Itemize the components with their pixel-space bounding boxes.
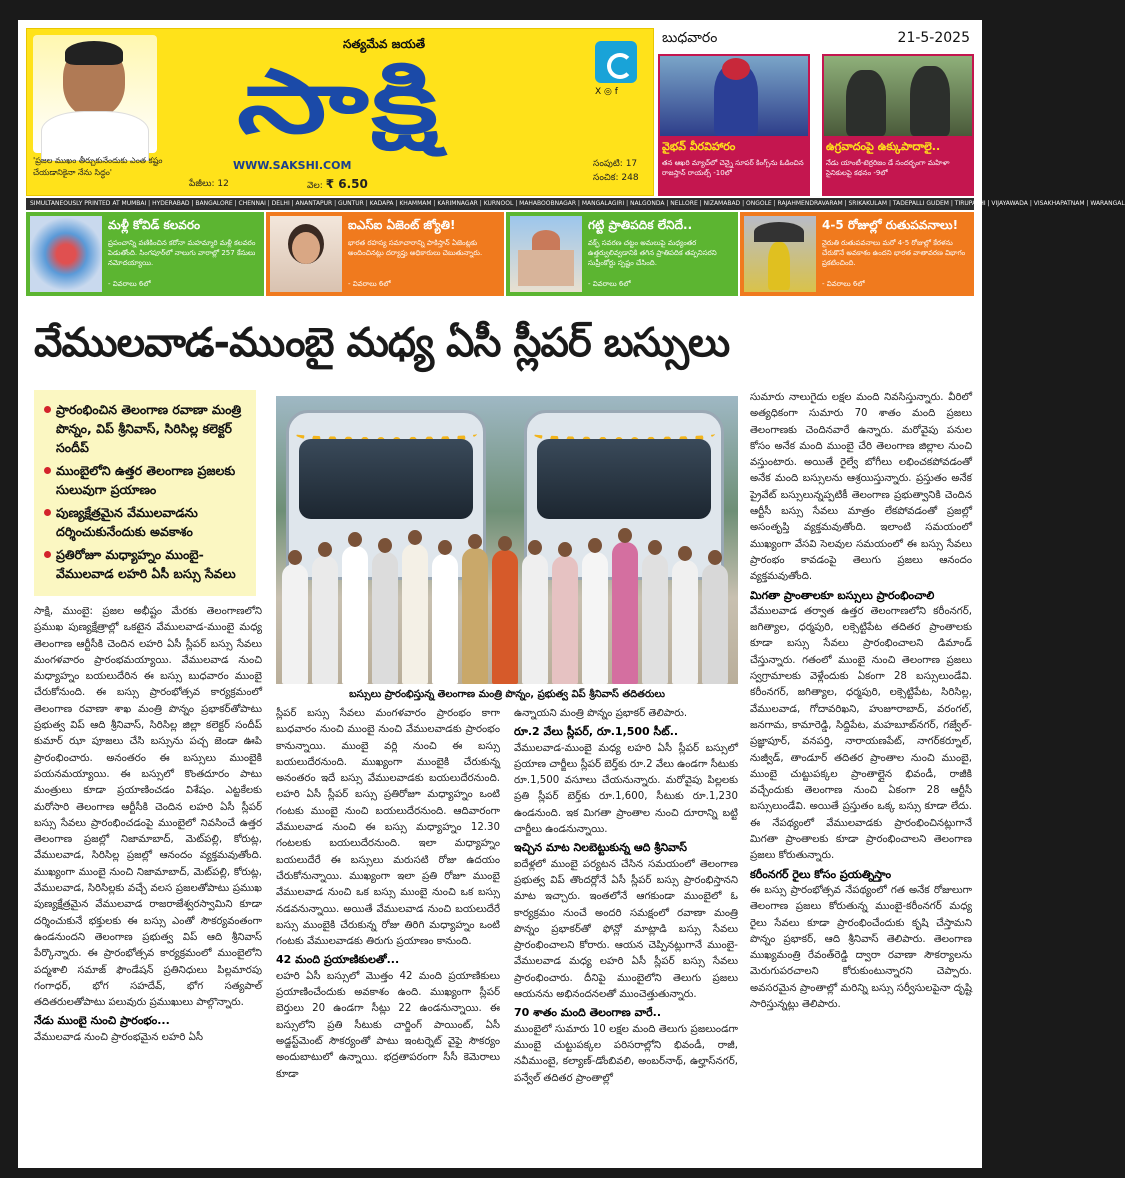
print-cities-strip: SIMULTANEOUSLY PRINTED AT MUMBAI | HYDERABAD | BANGALORE | CHENNAI | DELHI | ANANTAPUR | GUNTUR | KADAPA | KHAMMAM | KARIMNAGAR | KURNOOL | MAHABOOBNAGAR | MANGALAGIRI | NALGONDA | NELLORE | NIZAMABAD | ONGOLE | RAJAHMENDRAVARAM | SRIKAKULAM | TADEPALLI GUDEM | TIRUPATHI | VIJAYAWADA | VISAKHAPATNAM | WARANGAL: [26, 198, 974, 210]
paragraph: లహరి ఏసీ బస్సులో మొత్తం 42 మంది ప్రయాణికులు ప్రయాణించేందుకు అవకాశం ఉంది. ముఖ్యంగా స్లీపర్ బెర్తులు 20 ఉండగా సీట్లు 22 ఉండనున్నాయి. ఈ బస్సులోని ప్రతి సీటుకు చార్జింగ్ పాయింట్, ఏసీ అడ్జస్ట్‌మెంట్ సౌకర్యంతో పాటు ఇంటర్నెట్ వైఫై సౌకర్యం అందుబాటులో ఉన్నాయి. భద్రతాపరంగా సీసీ కెమెరాలు కూడా: [276, 970, 500, 1080]
masthead: [26, 28, 1125, 296]
person-figure: [402, 544, 428, 684]
person-figure: [672, 560, 698, 684]
crowd-of-officials: [276, 514, 738, 684]
portrait-shirt: [41, 111, 149, 161]
photo-caption: బస్సులు ప్రారంభిస్తున్న తెలంగాణ మంత్రి పొన్నం, ప్రభుత్వ విప్ శ్రీనివాస్ తదితరులు: [349, 689, 665, 700]
ribbon-more[interactable]: - వివరాలు 6లో: [822, 280, 865, 288]
person-figure: [432, 554, 458, 684]
helmet-icon: [722, 58, 750, 80]
teaser-text: తన ఆఖరి మ్యాచ్‌లో చెన్నై సూపర్ కింగ్స్‌ను ఓడించిన రాజస్తాన్ రాయల్స్ -10లో: [662, 159, 804, 177]
article-headline: వేములవాడ-ముంబై మధ్య ఏసీ స్లీపర్ బస్సులు: [34, 320, 730, 366]
woman-portrait: [270, 216, 342, 292]
ribbon-teaser-covid[interactable]: [26, 212, 264, 296]
subheading: కరీంనగర్ రైలు కోసం ప్రయత్నిస్తాం: [750, 867, 892, 881]
teaser-headline: ఉగ్రవాదంపై ఉక్కుపాదాలై..: [826, 140, 941, 153]
leader-quote: 'ప్రజల ముఖం తీర్చుకునేందుకు ఎంత కష్టం చేయడానికైనా నేను సిద్ధం': [33, 156, 163, 177]
portrait-hair: [65, 41, 123, 65]
weekday: బుధవారం: [662, 30, 718, 46]
paragraph: సాక్షి, ముంబై: ప్రజల అభీష్టం మేరకు తెలంగాణలోని ప్రముఖ పుణ్యక్షేత్రాల్లో ఒకటైన వేములవాడ-ముంబై మధ్య తెలంగాణ ఆర్టీసీకి చెందిన లహరి ఏసీ స్లీపర్ బస్సు సేవలు మంగళవారం ప్రారంభమయ్యాయి. వేములవాడ నుంచి మధ్యాహ్నం బయలుదేరిన ఈ బస్సు బుధవారం ముంబై చేరుకోనుంది. ఈ బస్సు ప్రారంభోత్సవ కార్యక్రమంలో తెలంగాణ రవాణా శాఖ మంత్రి పొన్నం ప్రభాకర్‌తోపాటు ప్రభుత్వ విప్ ఆది శ్రీనివాస్, సిరిసిల్ల జిల్లా కలెక్టర్ సందీప్ కుమార్ ఝా పూజలు చేసి బస్సును పచ్చ జెండా ఊపి ప్రారంభించారు. అనంతరం ఈ బస్సులు ముంబైకి పయనమయ్యాయి. ఈ బస్సులో కొంతదూరం పాటు మంత్రులు కూడా ప్రయాణించడం విశేషం. ఎట్టకేలకు మరోసారి తెలంగాణ ఆర్టీసీకి చెందిన లహరి ఏసీ స్లీపర్ బస్సు సేవలు ప్రారంభించడంపై ముంబైలో నివసించే ఉత్తర తెలంగాణ ప్రజల్లో నిజామాబాద్, మెట్‌పల్లి, కోరుట్ల, వేములవాడ, సిరిసిల్ల ప్రజల్లో ఆనందం వ్యక్తమవుతోంది. ముఖ్యంగా ముంబై నుంచి నిజామాబాద్, మెట్‌పల్లి, కోరుట్ల, వేములవాడ, సిరిసిల్లకు వచ్చే వలస ప్రజలతోపాటు ప్రముఖ పుణ్యక్షేత్రమైన వేములవాడ రాజరాజేశ్వరస్వామిని కూడా దర్శించుకునే భక్తులకు ఈ బస్సు ఎంతో సౌకర్యవంతంగా ఉండనుందని తెలంగాణ ప్రభుత్వ విప్ ఆది శ్రీనివాస్ పేర్కొన్నారు. ఈ ప్రారంభోత్సవ కార్యక్రమంలో ముంబైలోని పద్మశాలి సమాజ్ ఫౌండేషన్ ప్రతినిధులు పిల్లమారపు గంగాధర్, భోగ సహదేవ్, భోగ సత్యపాల్ తదితరులతోపాటు పలువురు ప్రముఖులు పాల్గొన్నారు.: [34, 606, 262, 1009]
paragraph: సుమారు నాలుగైదు లక్షల మంది నివసిస్తున్నారు. వీరిలో అత్యధికంగా సుమారు 70 శాతం మంది ప్రజలు తెలంగాణకు చెందినవారే ఉన్నారు. మరోవైపు పనుల కోసం అనేక మంది ముంబై చేరి తెలంగాణ జిల్లాల నుంచి వస్తుంటారు. అయితే రైల్వే బోగీలు లభించకపోవడంతో అనేక మంది బస్సులను ఆశ్రయిస్తున్నారు. ప్రస్తుతం అనేక ప్రైవేట్ బస్సులున్నప్పటికీ తెలంగాణ ప్రభుత్వానికి చెందిన ఆర్టీసీ బస్సు సేవలు మాత్రం లేకపోవడంతో ప్రజల్లో అసంతృప్తి వ్యక్తమవుతోంది. ఇలాంటి సమయంలో ముఖ్యంగా వేసవి సెలవుల సమయంలో ఈ బస్సు సేవలు ప్రారంభం కావడంపై తెలుగు ప్రజలు ఆనందం వ్యక్తమవుతోంది.: [750, 392, 972, 583]
bus-launch-photo: [276, 396, 738, 684]
top-teaser-antiterror[interactable]: [822, 54, 974, 196]
subheading: నేడు ముంబై నుంచి ప్రారంభం...: [34, 1014, 170, 1028]
person-figure: [312, 556, 338, 684]
ribbon-text: వక్ఫ్ సవరణ చట్టం అమలుపై మధ్యంతర ఉత్తర్వులివ్వడానికి తగిన ప్రాతిపదిక తప్పనిసరని సుప్రీంకోర్టు స్పష్టం చేసింది.: [588, 239, 717, 267]
teaser-text: నేడు యాంటీ-టెర్రరిజం డే సందర్భంగా మహిళా సైనికులపై కథనం -9లో: [826, 159, 950, 177]
highlight-item: పుణ్యక్షేత్రమైన వేములవాడను దర్శించుకునేందుకు అవకాశం: [44, 503, 250, 541]
teaser-headline: వైభవ్ వీరవిహారం: [662, 140, 736, 153]
ribbon-headline: ఐఎస్ఐ ఏజెంట్ జ్యోతి!: [348, 218, 456, 232]
article-column-2: [276, 706, 500, 1164]
ribbon-headline: మళ్లీ కోవిడ్ కలవరం: [108, 218, 201, 232]
person-figure: [582, 552, 608, 684]
article-highlights: [34, 390, 256, 596]
subheading: ఇచ్చిన మాట నిలబెట్టుకున్న ఆది శ్రీనివాస్: [514, 841, 687, 855]
newspaper-page: [18, 20, 1125, 1168]
subheading: 42 మంది ప్రయాణికులతో...: [276, 953, 400, 967]
person-figure: [552, 556, 578, 684]
cricket-photo: [660, 56, 808, 136]
ribbon-text: నైరుతి రుతుపవనాలు మరో 4-5 రోజుల్లో కేరళను చేరుకొనే అవకాశం ఉందని భారత వాతావరణ విభాగం ప్రకటించింది.: [822, 239, 966, 267]
page-count: పేజీలు: 12: [189, 179, 229, 189]
paragraph: వేములవాడ తర్వాత ఉత్తర తెలంగాణలోని కరీంనగర్, జగిత్యాల, ధర్మపురి, లక్సెట్టిపేట తదితర ప్రాంతాలకు కూడా బస్సు సేవలు ప్రారంభించాలని డిమాండ్ చేస్తున్నారు. గతంలో ముంబై నుంచి తెలంగాణ ప్రజలు స్వగ్రామాలకు వెళ్లేందుకు ఏకంగా 28 బస్సులుండేవి. కరీంనగర్, జగిత్యాల, ధర్మపురి, లక్సెట్టిపేట, సిరిసిల్ల, వేములవాడ, గోదావరిఖని, హుజూరాబాద్, వరంగల్, జనగామ, కామారెడ్డి, సిద్దిపేట, మహబూబ్‌నగర్, గజ్వేల్-ప్రజ్ఞాపూర్, వనపర్తి, నారాయణపేట్, నాగర్‌కర్నూల్, నుజ్వీడ్, తాండూర్ తదితర ప్రాంతాల నుంచి ముంబై, ముంబై చుట్టుపక్కల ప్రాంతాల్లైన భివండీ, రాజీకి వచ్చేందుకు తెలంగాణ నుంచి ఏకంగా 28 ఆర్టీసీ బస్సులుండేవి. అయితే ప్రస్తుతం ఒక్క బస్సు కూడా లేదు. ఈ నేపథ్యంలో వేములవాడకు ప్రారంభించినట్లుగానే మిగతా ప్రాంతాలకు కూడా ప్రారంభించాలని తెలంగాణ ప్రజలు కోరుతున్నారు.: [750, 605, 972, 862]
motto: సత్యమేవ జయతే: [343, 37, 426, 51]
social-icons[interactable]: X ◎ f: [595, 87, 618, 97]
person-figure: [372, 552, 398, 684]
highlight-item: ప్రారంభించిన తెలంగాణ రవాణా మంత్రి పొన్నం, విప్ శ్రీనివాస్, సిరిసిల్ల కలెక్టర్ సందీప్: [44, 400, 250, 457]
volume-info: [593, 157, 639, 185]
top-teaser-sports[interactable]: [658, 54, 810, 196]
person-figure: [612, 542, 638, 684]
issue: సంచిక: 248: [593, 173, 639, 183]
paragraph: ముంబైలో సుమారు 10 లక్షల మంది తెలుగు ప్రజలుండగా ముంబై చుట్టుపక్కల పరిసరాల్లోని భివండీ, రాజీ, నవీముంబై, కల్యాణ్-డోంబివలి, అంబర్‌నాథ్, ఉల్హాస్‌నగర్, పన్వేల్ తదితర ప్రాంతాల్లో: [514, 1023, 738, 1084]
soldiers-photo: [824, 56, 972, 136]
person-figure: [342, 546, 368, 684]
soldier-figure: [910, 66, 950, 136]
ribbon-more[interactable]: - వివరాలు 6లో: [348, 280, 391, 288]
subheading: రూ.2 వేలు స్లీపర్, రూ.1,500 సీట్..: [514, 725, 679, 739]
face-shape: [292, 232, 320, 264]
court-building-image: [510, 216, 582, 292]
bus-windshield: [299, 439, 473, 519]
ribbon-teaser-court[interactable]: [506, 212, 738, 296]
ribbon-text: ప్రపంచాన్ని వణికించిన కరోనా మహమ్మారి మళ్లీ కలవరం పెడుతోంది. సింగపూర్‌లో నాలుగు వారాల్లో 257 కేసులు నమోదయ్యాయి.: [108, 239, 256, 267]
main-article: [18, 308, 982, 1168]
price-value: ₹ 6.50: [325, 177, 368, 191]
price-label: వెల:: [307, 181, 323, 191]
subheading: 70 శాతం మంది తెలంగాణ వారే..: [514, 1006, 662, 1020]
person-figure: [462, 548, 488, 684]
ribbon-more[interactable]: - వివరాలు 6లో: [588, 280, 631, 288]
umbrella-icon: [754, 222, 804, 242]
highlight-item: ప్రతిరోజూ మధ్యాహ్నం ముంబై-వేములవాడ లహరి ఏసీ బస్సు సేవలు: [44, 545, 250, 583]
ribbon-headline: 4-5 రోజుల్లో రుతుపవనాలు!: [822, 218, 959, 232]
paragraph: స్లీపర్ బస్సు సేవలు మంగళవారం ప్రారంభం కాగా బుధవారం నుంచి ముంబై నుంచి వేములవాడకు ప్రారంభం కానున్నాయి. ముంబై వర్లి నుంచి ఈ బస్సు బయలుదేరనుంది. ముఖ్యంగా ముంబైకి చేరుకున్న అనంతరం ఇదే బస్సు వేములవాడకు బయలుదేరనుంది. లహరి ఏసీ స్లీపర్ బస్సు ప్రతిరోజూ మధ్యాహ్నం ఒంటి గంటకు ముంబై నుంచి బయలుదేరనుంది. ఆదివారంగా వేములవాడ నుంచి ఈ బస్సు మధ్యాహ్నం 12.30 గంటలకు బయలుదేరనుంది. ఇలా మధ్యాహ్నం బయలుదేరే ఈ బస్సులు మరుసటి రోజు ఉదయం చేరుకోనున్నాయి. ముఖ్యంగా ఇలా ప్రతి రోజూ ముంబై వేములవాడ నుంచి ఒక బస్సు ముంబై నుంచి ఒక బస్సు నడవనున్నాయి. అయితే వేములవాడ నుంచి బయలుదేరే బస్సు ముంబైకి చేరుకున్న రోజు తిరిగి మధ్యాహ్నం ఒంటి గంటకు వేములవాడకు తిరుగు ప్రయాణం కానుంది.: [276, 708, 500, 948]
paragraph: ఉన్నాయని మంత్రి పొన్నం ప్రభాకర్ తెలిపారు.: [514, 708, 688, 719]
paragraph: వేములవాడ-ముంబై మధ్య లహరి ఏసీ స్లీపర్ బస్సులో ప్రయాణ చార్జీలు స్లీపర్ బెర్త్‌కు రూ.2 వేలు ఉండగా సీటుకు రూ.1,500 వసూలు చేయనున్నారు. మరోవైపు పిల్లలకు ప్రతి స్లీపర్ బెర్త్‌కు రూ.1,600, సీటుకు రూ.1,230 ఉండనుంది. ఇక మిగతా ప్రాంతాల నుంచి దూరాన్ని బట్టి చార్జీలు ఉండనున్నాయి.: [514, 742, 738, 836]
paragraph: వేములవాడ నుంచి ప్రారంభమైన లహరి ఏసీ: [34, 1031, 204, 1043]
date: 21-5-2025: [897, 30, 970, 46]
raincoat-figure: [768, 242, 790, 290]
masthead-banner: [26, 28, 654, 196]
sakshi-logo: సాక్షి: [237, 49, 441, 153]
rain-image: [744, 216, 816, 292]
subheading: మిగతా ప్రాంతాలకూ బస్సులు ప్రారంభించాలి: [750, 588, 935, 602]
building-shape: [518, 250, 574, 286]
paragraph: ఈ బస్సు ప్రారంభోత్సవ నేపథ్యంలో గత అనేక రోజులుగా తెలంగాణ ప్రజలు కోరుతున్న ముంబై-కరీంనగర్ మధ్య రైలు సేవలు కూడా ప్రారంభించేందుకు కృషి చేస్తామని పొన్నం ప్రభాకర్, ఆది శ్రీనివాస్ తెలిపారు. తెలంగాణ ముఖ్యమంత్రి రేవంత్‌రెడ్డి ద్వారా రవాణా సౌకర్యాలను మెరుగుపరచాలని కోరుకుంటున్నారని చెప్పారు. అవసరమైన ప్రాంతాల్లో మరిన్ని బస్సు సర్వీసులపైనా దృష్టి సారిస్తున్నట్లు తెలిపారు.: [750, 884, 972, 1010]
website-url[interactable]: WWW.SAKSHI.COM: [233, 159, 352, 172]
person-figure: [642, 554, 668, 684]
ribbon-text: భారత రహస్య సమాచారాన్ని పాకిస్తాన్ ఏజెంట్లకు అందించినట్లు దర్యాప్తు అధికారులు చెబుతున్నారు.: [348, 239, 483, 257]
virus-image: [30, 216, 102, 292]
paragraph: ఐదేళ్లలో ముంబై పర్యటన చేసిన సమయంలో తెలంగాణ ప్రభుత్వ విప్ తొందర్లోనే ఏసీ స్లీపర్ బస్సు ప్రారంభిస్తానని మాట ఇచ్చారు. ఇంతలోనే ఆగకుండా ముంబైలో ఓ కార్యక్రమం నుంచే అందరి సమక్షంలో రవాణా మంత్రి పొన్నం ప్రభాకర్‌తో ఫోన్లో మాట్లాడి బస్సు సేవలు ప్రారంభించాలని కోరారు. ఆయన చెప్పినట్లుగానే ముంబై-వేములవాడ మధ్య లహరి ఏసీ స్లీపర్ బస్సు సేవలు ప్రారంభించారు. దీనిపై ముంబైలోని తెలుగు ప్రజలు ఆయనను అభినందనలతో ముంచెత్తుతున్నారు.: [514, 858, 738, 1001]
ribbon-headline: గట్టి ప్రాతిపదిక లేనిదే..: [588, 218, 693, 232]
highlight-item: ముంబైలోని ఉత్తర తెలంగాణ ప్రజలకు సులువుగా ప్రయాణం: [44, 461, 250, 499]
article-column-3: [514, 706, 738, 1164]
dome-shape: [532, 230, 560, 250]
person-figure: [282, 564, 308, 684]
volume: సంపుటి: 17: [593, 159, 638, 169]
person-figure: [522, 554, 548, 684]
app-icon[interactable]: [595, 41, 637, 83]
price: [307, 177, 368, 193]
ribbon-teaser-isi[interactable]: [266, 212, 504, 296]
article-column-4: [750, 390, 972, 1164]
person-figure: [492, 550, 518, 684]
ribbon-teaser-monsoon[interactable]: [740, 212, 974, 296]
soldier-figure: [846, 70, 886, 136]
bus-windshield: [537, 439, 711, 519]
date-row: [656, 28, 974, 52]
ribbon-more[interactable]: - వివరాలు 6లో: [108, 280, 151, 288]
leader-portrait: [33, 35, 157, 153]
person-figure: [702, 564, 728, 684]
article-column-1: [34, 604, 262, 1164]
